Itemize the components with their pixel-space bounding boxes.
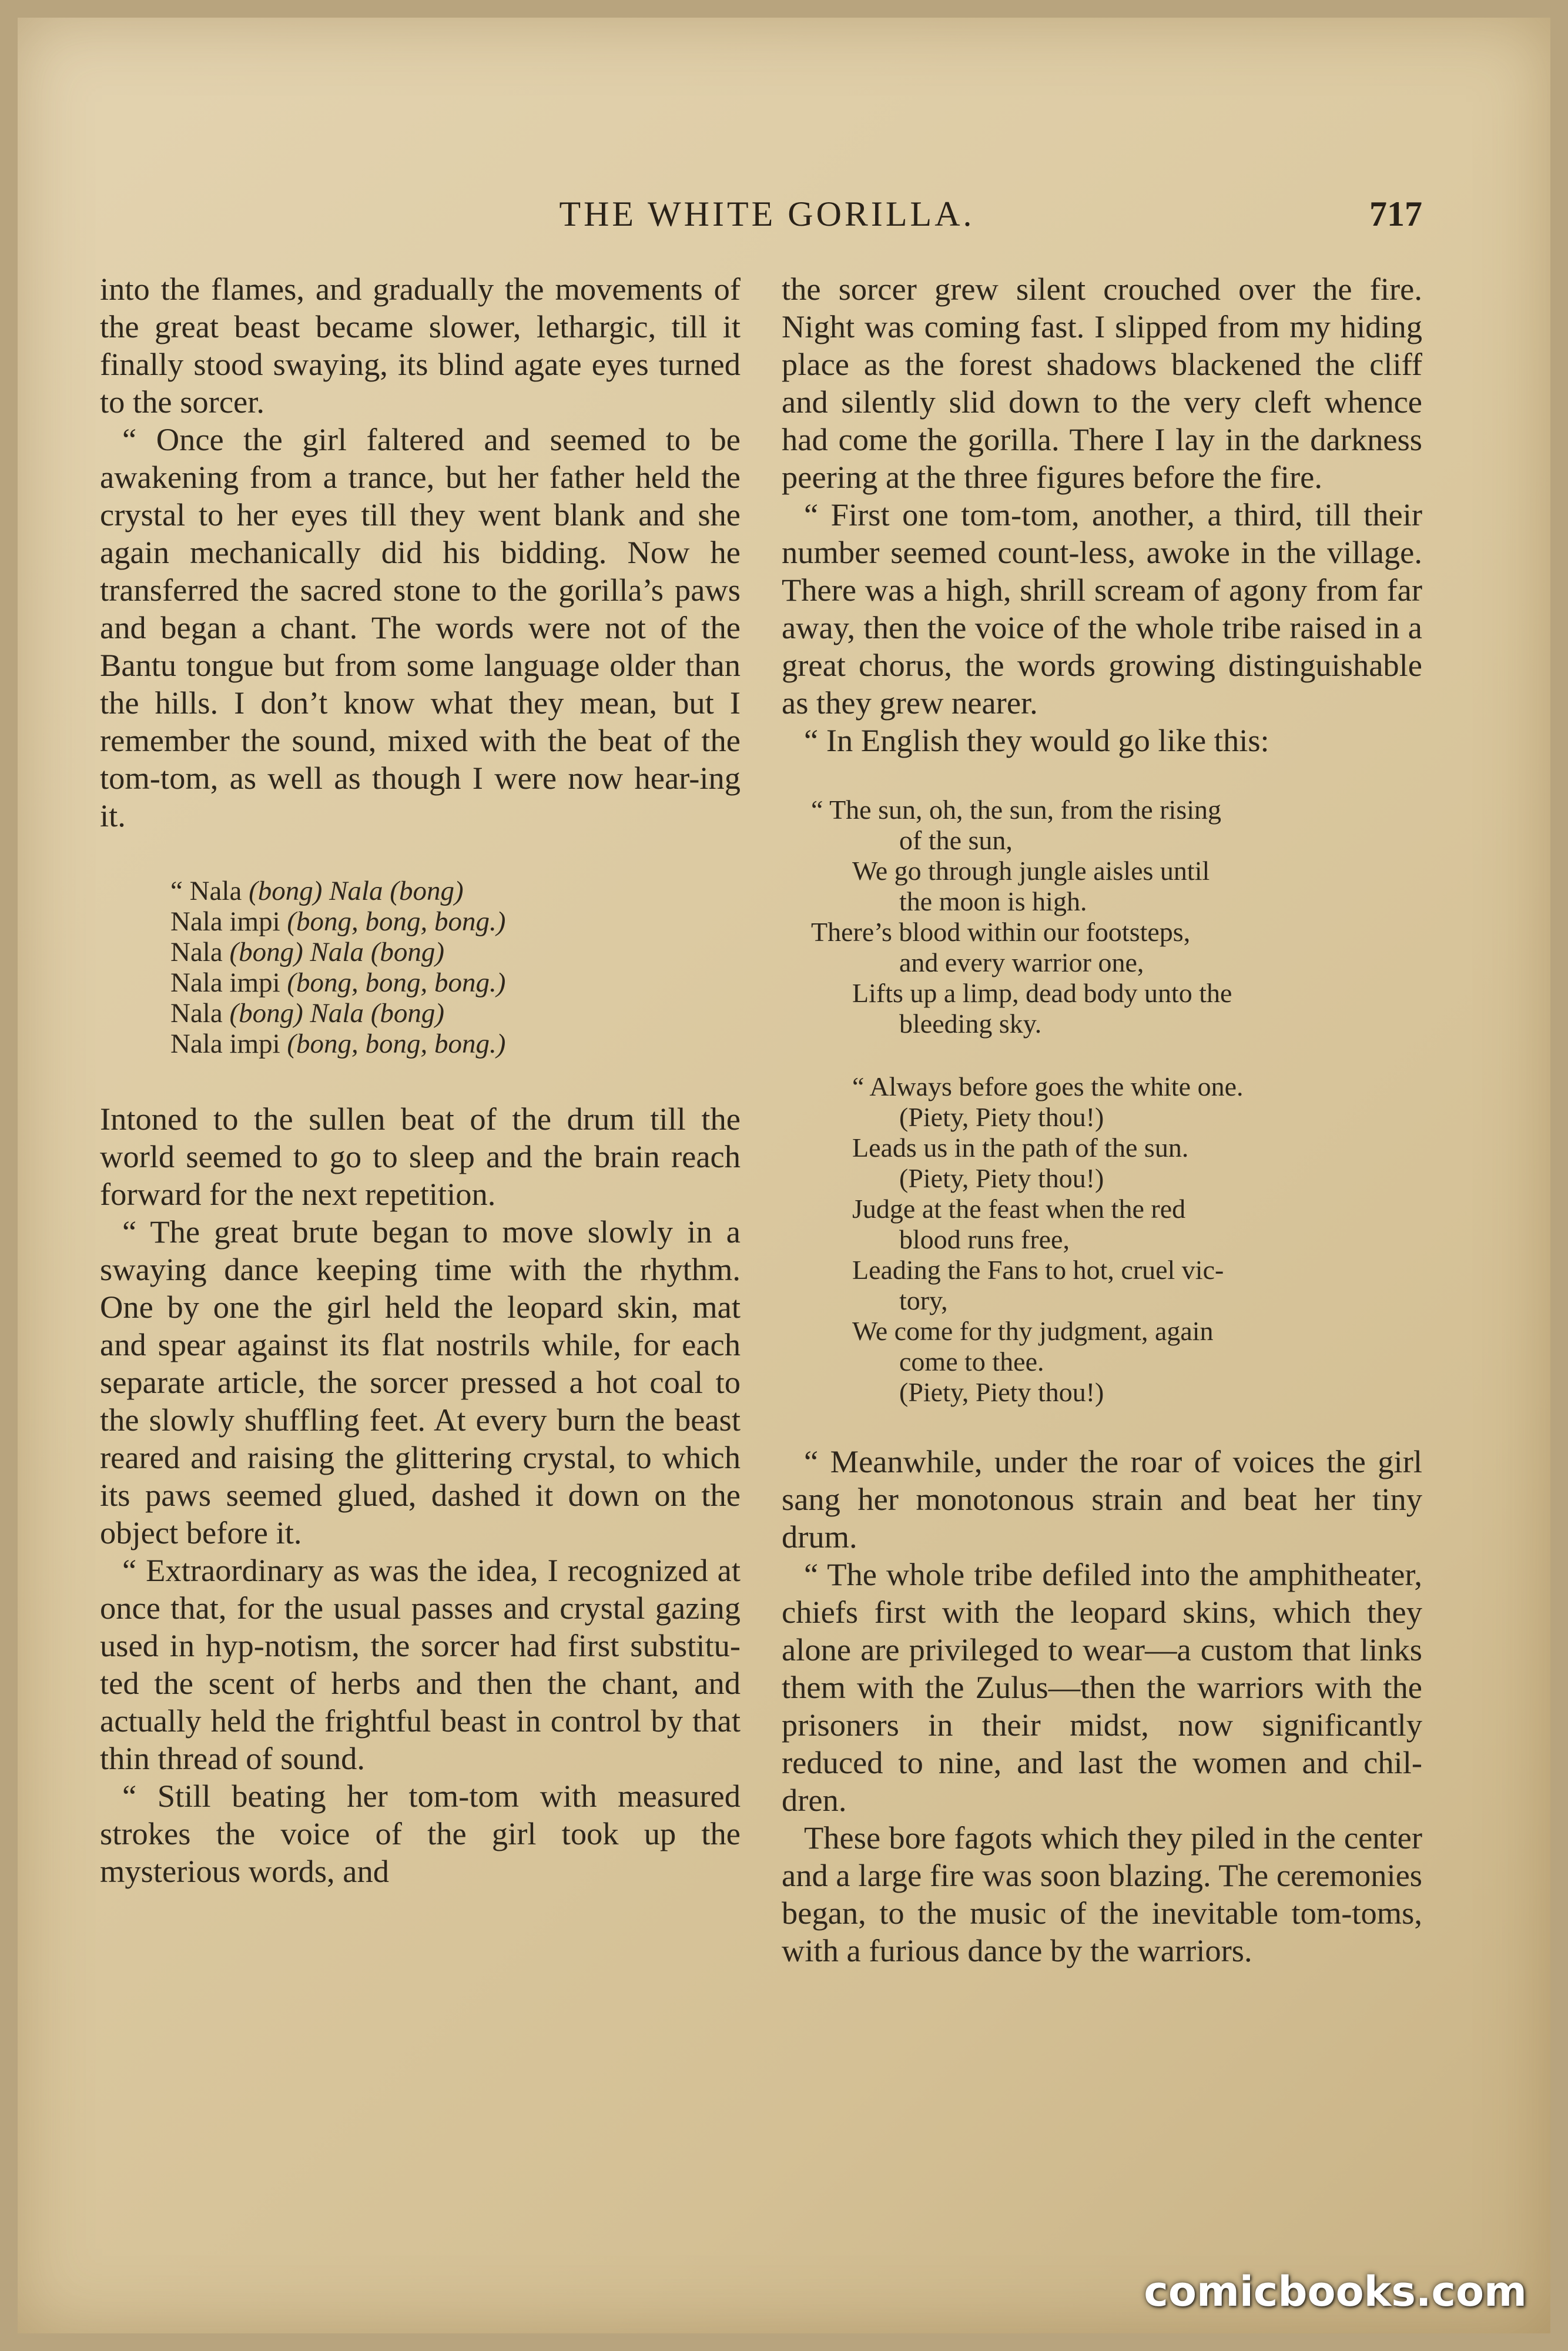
poem-stanza-2 bbox=[811, 1071, 1422, 1408]
poem-line: We come for thy judgment, again bbox=[852, 1316, 1214, 1346]
poem-line: come to thee. bbox=[899, 1347, 1044, 1377]
chant-line: Nala impi (bong, bong, bong.) bbox=[170, 906, 506, 937]
poem-line: “ Always before goes the white one. bbox=[852, 1071, 1244, 1101]
chant-line: “ Nala (bong) Nala (bong) bbox=[170, 876, 464, 906]
paragraph: “ Once the girl faltered and seemed to be awakening from a trance, but her father held the crystal to her eyes till they went blank and she again mechanically did his bidding. Now he transferred the sacred stone to the gorilla’s paws and began a chant. The words were not of the Bantu tongue but from some language older than the hills. I don’t know what they mean, but I remember the sound, mixed with the beat of the tom-tom, as well as though I were now hear-ing it. bbox=[100, 421, 741, 833]
paragraph: “ The whole tribe defiled into the amphitheater, chiefs first with the leopard skins, which they alone are privileged to wear—a custom that links them with the Zulus—then the warriors with the prisoners in their midst, now significantly reduced to nine, and last the women and chil-dren. bbox=[782, 1556, 1422, 1818]
left-column bbox=[100, 270, 741, 2269]
poem-line: bleeding sky. bbox=[899, 1009, 1042, 1039]
chant-verse bbox=[170, 876, 741, 1059]
paragraph: “ The great brute began to move slowly in a swaying dance keeping time with the rhythm. One by one the girl held the leopard skin, mat and spear against its flat nostrils while, for each separate article, the sorcer pressed a hot coal to the slowly shuffling feet. At every burn the beast reared and raising the glittering crystal, to which its paws seemed glued, dashed it down on the object before it. bbox=[100, 1214, 741, 1550]
running-head bbox=[112, 194, 1422, 247]
paragraph: “ First one tom-tom, another, a third, till their number seemed count-less, awoke in the village. There was a high, shrill scream of agony from far away, then the voice of the whole tribe raised in a great chorus, the words growing distinguishable as they grew nearer. bbox=[782, 497, 1422, 721]
poem-line: of the sun, bbox=[899, 825, 1013, 855]
poem-line: We go through jungle aisles until bbox=[852, 856, 1210, 886]
paragraph: These bore fagots which they piled in the center and a large fire was soon blazing. The ceremonies began, to the music of the inevitable tom-toms, with a furious dance by the warriors. bbox=[782, 1820, 1422, 1968]
poem-line: the moon is high. bbox=[899, 886, 1087, 916]
poem-line: Leads us in the path of the sun. bbox=[852, 1133, 1189, 1163]
chant-line: Nala impi (bong, bong, bong.) bbox=[170, 1029, 506, 1059]
paragraph: into the flames, and gradually the movements of the great beast became slower, lethargic, till it finally stood swaying, its blind agate eyes turned to the sorcer. bbox=[100, 271, 741, 420]
running-title: THE WHITE GORILLA. bbox=[559, 195, 975, 233]
right-column bbox=[782, 270, 1422, 2269]
page-scan bbox=[18, 18, 1550, 2333]
poem-line: (Piety, Piety thou!) bbox=[899, 1377, 1104, 1407]
paragraph: “ Extraordinary as was the idea, I recognized at once that, for the usual passes and crystal gazing used in hyp-notism, the sorcer had first substitu-ted the scent of herbs and then the chant, and actually held the frightful beast in control by that thin thread of sound. bbox=[100, 1552, 741, 1776]
poem-line: Leading the Fans to hot, cruel vic- bbox=[852, 1255, 1224, 1285]
poem-line: Lifts up a limp, dead body unto the bbox=[852, 978, 1232, 1008]
poem-line: blood runs free, bbox=[899, 1224, 1070, 1254]
poem-line: tory, bbox=[899, 1285, 948, 1315]
poem-line: There’s blood within our footsteps, bbox=[811, 917, 1191, 947]
poem-line: “ The sun, oh, the sun, from the rising bbox=[811, 795, 1221, 825]
paragraph: Intoned to the sullen beat of the drum till the world seemed to go to sleep and the brain reach forward for the next repetition. bbox=[100, 1101, 741, 1212]
page-number: 717 bbox=[1369, 195, 1422, 233]
poem-line: and every warrior one, bbox=[899, 947, 1144, 977]
paragraph: the sorcer grew silent crouched over the fire. Night was coming fast. I slipped from my hiding place as the forest shadows blackened the cliff and silently slid down to the very cleft whence had come the gorilla. There I lay in the darkness peering at the three figures before the fire. bbox=[782, 271, 1422, 495]
chant-line: Nala (bong) Nala (bong) bbox=[170, 937, 444, 967]
chant-line: Nala impi (bong, bong, bong.) bbox=[170, 967, 506, 998]
paragraph: “ In English they would go like this: bbox=[804, 722, 1269, 758]
poem-line: (Piety, Piety thou!) bbox=[899, 1102, 1104, 1132]
poem-line: (Piety, Piety thou!) bbox=[899, 1163, 1104, 1193]
chant-line: Nala (bong) Nala (bong) bbox=[170, 998, 444, 1029]
watermark: comicbooks.com bbox=[1144, 2268, 1527, 2316]
poem-line: Judge at the feast when the red bbox=[852, 1194, 1186, 1224]
paragraph: “ Meanwhile, under the roar of voices the girl sang her monotonous strain and beat her tiny drum. bbox=[782, 1444, 1422, 1555]
poem bbox=[811, 795, 1422, 1408]
poem-stanza-1 bbox=[811, 795, 1422, 1039]
paragraph: “ Still beating her tom-tom with measured strokes the voice of the girl took up the mysterious words, and bbox=[100, 1778, 741, 1889]
